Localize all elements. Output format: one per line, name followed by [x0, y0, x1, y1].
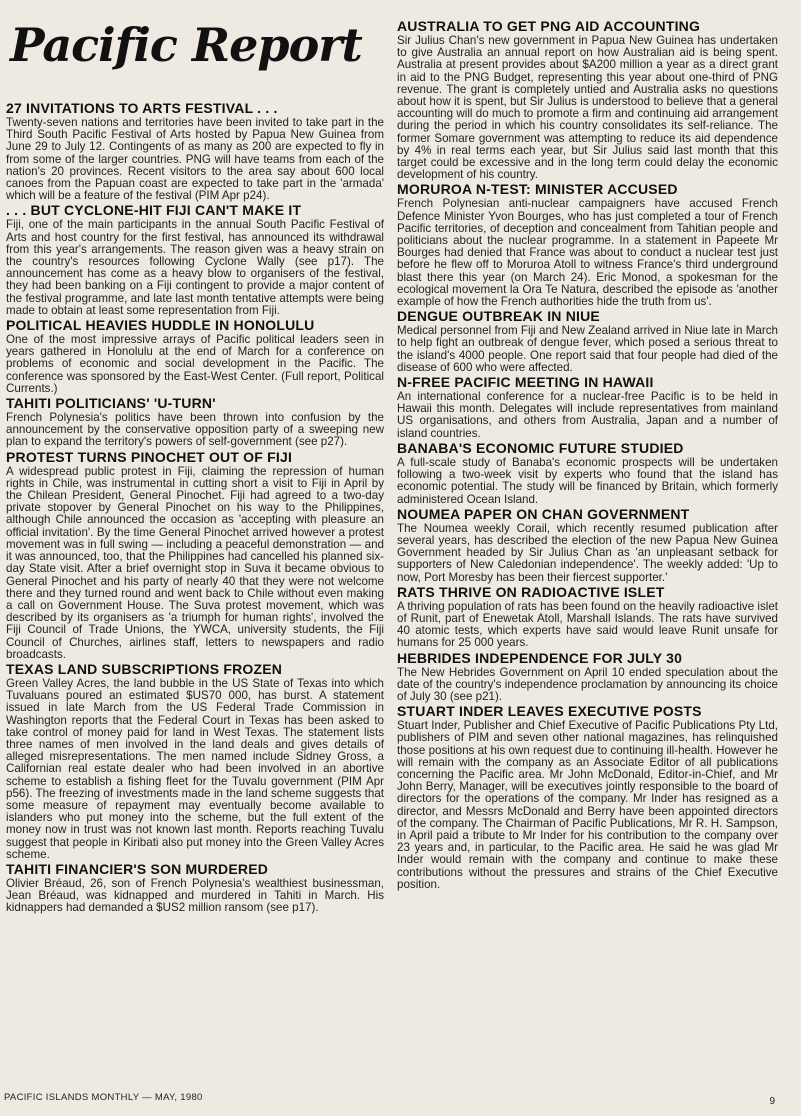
- article-headline: POLITICAL HEAVIES HUDDLE IN HONOLULU: [6, 317, 315, 334]
- article-headline: TAHITI FINANCIER'S SON MURDERED: [6, 860, 269, 877]
- footer-publication: PACIFIC ISLANDS MONTHLY — MAY, 1980: [4, 1092, 203, 1103]
- right-column: [397, 18, 778, 892]
- article-body: A widespread public protest in Fiji, claiming the repression of human rights in Chile, was instrumental in cutting short a visit to Fiji in April by the Chilean President, General Pinochet. Fiji had agreed to a two-day private stopover by General Pinochet on his way to the Philippines, although Chile announced the occasion as 'accepting with pleasure an official invitation'. By the time General Pinochet arrived however a protest movement was in full swing — including a peaceful demonstration — and it was announced, too, that the Philippines had cancelled his planned six-day State visit. After a brief overnight stop in Suva it became obvious to General Pinochet and his party of nearly 40 that they were not welcome there and they turned round and went back to Chile without even making a call on Government House. The Suva protest movement, which was described by its organisers as 'a triumph for human rights', involved the Fiji Council of Trade Unions, the YWCA, university students, the Fiji Council of Churches, airlines staff, letters to newspapers and radio broadcasts.: [6, 464, 384, 661]
- article-body: The New Hebrides Government on April 10 ended speculation about the date of the country's independence proclamation by announcing its choice of July 30 (see p21).: [397, 665, 778, 703]
- masthead-title: Pacific Report: [10, 18, 362, 72]
- article-hebrides: [397, 651, 778, 704]
- article-dengue: [397, 309, 778, 374]
- article-body: Twenty-seven nations and territories have been invited to take part in the Third South Pacific Festival of Arts hosted by Papua New Guinea from June 29 to July 12. Contingents of as many as 200 are expected to fly in from some of the larger countries. PNG will have teams from each of the nation's 20 provinces. Recent visitors to the area say about 600 local canoes from the Papuan coast are expected to take part in the 'armada' which will be a feature of the festival (PIM Apr p24).: [6, 116, 384, 203]
- article-headline: RATS THRIVE ON RADIOACTIVE ISLET: [397, 583, 665, 600]
- article-tahiti-u-turn: [6, 396, 384, 449]
- article-headline: PROTEST TURNS PINOCHET OUT OF FIJI: [6, 448, 293, 465]
- article-headline: BANABA'S ECONOMIC FUTURE STUDIED: [397, 439, 684, 456]
- article-body: Stuart Inder, Publisher and Chief Executive of Pacific Publications Pty Ltd, publishers of PIM and seven other national magazines, has relinquished those positions at his own request due to continuing ill-health. However he will remain with the company as an Associate Editor of all publications concerning the Pacific area. Mr John McDonald, Editor-in-Chief, and Mr John Berry, Manager, will be executives jointly responsible to the board of directors for the operations of the company. Mr Inder has resigned as a director, and Messrs McDonald and Berry have been appointed directors of the company. The Chairman of Pacific Publications, Mr R. H. Sampson, in April paid a tribute to Mr Inder for his contribution to the company over 23 years and, in particular, to the Pacific area. He said he was glad Mr Inder would remain with the company and continue to make these contributions without the pressures and strains of the Chief Executive position.: [397, 719, 778, 891]
- article-honolulu: [6, 318, 384, 395]
- article-arts-festival: [6, 101, 384, 202]
- article-body: A thriving population of rats has been found on the heavily radioactive islet of Runit, part of Enewetak Atoll, Marshall Islands. The rats have survived 40 atomic tests, which experts have said would leave Runit unsafe for humans for 25 000 years.: [397, 599, 778, 650]
- article-body: French Polynesia's politics have been thrown into confusion by the announcement by the conservative opposition party of a sweeping new plan to expand the territory's powers of self-government (see p27).: [6, 411, 384, 449]
- article-pinochet: [6, 450, 384, 661]
- left-column: [6, 0, 384, 916]
- article-body: Medical personnel from Fiji and New Zealand arrived in Niue late in March to help fight an outbreak of dengue fever, which posed a serious threat to the island's 4000 people. One report said that four people had died of the disease of 600 who were affected.: [397, 324, 778, 374]
- article-headline: 27 INVITATIONS TO ARTS FESTIVAL . . .: [6, 100, 278, 116]
- article-rats: [397, 585, 778, 650]
- article-body: An international conference for a nuclear-free Pacific is to be held in Hawaii this month. Delegates will include representatives from mainland US organisations, and others from Australia, Japan and a number of island countries.: [397, 390, 778, 440]
- article-headline: MORUROA N-TEST: MINISTER ACCUSED: [397, 181, 678, 198]
- article-tahiti-murder: [6, 862, 384, 915]
- article-png-aid: [397, 19, 778, 181]
- article-noumea: [397, 507, 778, 584]
- article-body: A full-scale study of Banaba's economic prospects will be undertaken following a two-week visit by experts who found that the island has economic potential. The study will be financed by Britain, which formerly administered Ocean Island.: [397, 455, 778, 506]
- article-n-free-pacific: [397, 375, 778, 440]
- article-headline: AUSTRALIA TO GET PNG AID ACCOUNTING: [397, 18, 701, 34]
- masthead: [6, 0, 384, 100]
- article-stuart-inder: [397, 704, 778, 891]
- article-body: French Polynesian anti-nuclear campaigners have accused French Defence Minister Yvon Bourges, who has just completed a tour of French Pacific territories, of deception and concealment from Tahitian people and politicians about the nuclear programme. In a statement in Papeete Mr Bourges had denied that France was about to conduct a nuclear test just before he flew off to Moruroa Atoll to witness France's third underground blast there this year (on March 24). Eric Monod, a spokesman for the ecological movement la Ora Te Natura, described the episode as 'another example of how the French authorities hide the truth from us'.: [397, 197, 778, 309]
- article-texas-land: [6, 662, 384, 861]
- article-body: The Noumea weekly Corail, which recently resumed publication after several years, has described the election of the new Papua New Guinea Government headed by Sir Julius Chan as 'an unpleasant setback for supporters of New Caledonian independence'. The weekly added: 'Up to now, Port Moresby has been their fiercest supporter.': [397, 521, 778, 584]
- article-moruroa: [397, 182, 778, 308]
- article-fiji-withdrawal: [6, 203, 384, 317]
- article-banaba: [397, 441, 778, 506]
- page-number: 9: [769, 1096, 775, 1107]
- article-headline: NOUMEA PAPER ON CHAN GOVERNMENT: [397, 505, 690, 522]
- article-headline: . . . BUT CYCLONE-HIT FIJI CAN'T MAKE IT: [6, 202, 302, 219]
- article-body: Fiji, one of the main participants in the annual South Pacific Festival of Arts and host country for the first festival, has announced its withdrawal from this year's arrangements. The reason given was a heavy strain on the country's resources following Cyclone Wally (see p17). The announcement has come as a heavy blow to organisers of the festival, they had been banking on a Fiji contingent to provide a major content of the festival programme, and late last month tentative attempts were being made to obtain at least some representation from Fiji.: [6, 218, 384, 317]
- article-headline: N-FREE PACIFIC MEETING IN HAWAII: [397, 374, 654, 391]
- article-headline: HEBRIDES INDEPENDENCE FOR JULY 30: [397, 649, 683, 666]
- article-body: Green Valley Acres, the land bubble in the US State of Texas into which Tuvaluans poured an estimated $US70 000, has burst. A statement issued in late March from the US Federal Trade Commission in Washington reports that the Federal Court in Texas has been asked to take control of money paid for land in West Texas. The statement lists three names of men involved in the land deals and gives details of alleged misrepresentations. The men named include Sidney Gross, a Californian real estate dealer who had been involved in an abortive scheme to establish a fishing fleet for the Tuvalu government (PIM Apr p56). The freezing of investments made in the land scheme suggests that some measure of repayment may eventually become available to islanders who put money into the scheme, but the full extent of the money now in trust was not known last month. Reports reaching Tuvalu suggest that people in Kiribati also put money into the Green Valley Acres scheme.: [6, 676, 384, 861]
- article-headline: TEXAS LAND SUBSCRIPTIONS FROZEN: [6, 660, 283, 677]
- article-headline: TAHITI POLITICIANS' 'U-TURN': [6, 395, 216, 412]
- article-headline: STUART INDER LEAVES EXECUTIVE POSTS: [397, 703, 702, 720]
- article-body: Sir Julius Chan's new government in Papua New Guinea has undertaken to give Australia an annual report on how Australian aid is being spent. Australia at present provides about $A200 million a year as a direct grant in aid to the PNG Budget, representing this year about one-third of PNG revenue. The grant is completely untied and Australia asks no questions about how it is spent, but Sir Julius is understood to believe that a general accounting will do much to promote a firm and continuing aid arrangement during the period in which his country consolidates its self-reliance. The former Somare government was attempting to reduce its aid dependence by 4% in real terms each year, but Sir Julius said last month that this target could be excessive and in the long term could delay the economic development of his country.: [397, 34, 778, 182]
- article-headline: DENGUE OUTBREAK IN NIUE: [397, 308, 600, 325]
- article-body: Olivier Bréaud, 26, son of French Polynesia's wealthiest businessman, Jean Bréaud, was kidnapped and murdered in Tahiti in March. His kidnappers had demanded a $US2 million ransom (see p17).: [6, 876, 384, 915]
- article-body: One of the most impressive arrays of Pacific political leaders seen in years gathered in Honolulu at the end of March for a conference on problems of economic and social development in the Pacific. The conference was sponsored by the East-West Center. (Full report, Political Currents.): [6, 333, 384, 395]
